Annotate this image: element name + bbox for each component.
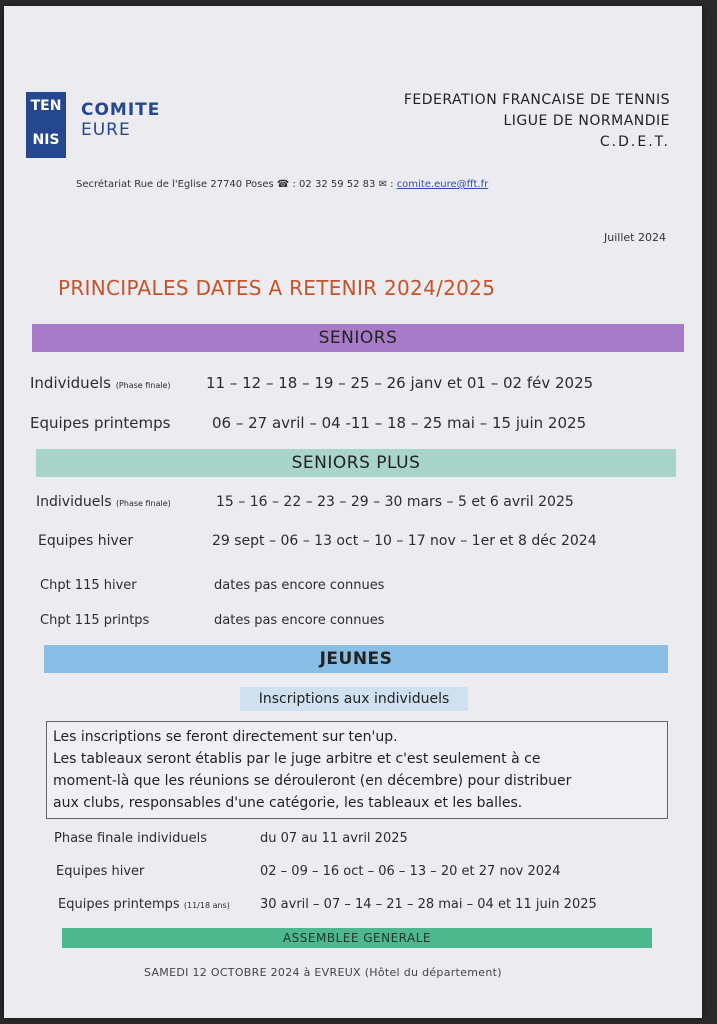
seniors-plus-heading: SENIORS PLUS bbox=[36, 449, 676, 477]
box-line: Les inscriptions se feront directement sur ten'up. bbox=[53, 729, 398, 745]
inscriptions-title: Inscriptions aux individuels bbox=[240, 687, 468, 711]
row-value: du 07 au 11 avril 2025 bbox=[260, 831, 408, 846]
box-line: aux clubs, responsables d'une catégorie, les tableaux et les balles. bbox=[53, 795, 523, 811]
federation-header bbox=[404, 90, 670, 153]
row-label: Equipes printemps bbox=[58, 897, 180, 912]
row-note: (11/18 ans) bbox=[183, 901, 230, 910]
row-label: Equipes hiver bbox=[38, 533, 134, 549]
row-label: Individuels bbox=[36, 494, 112, 510]
secretariat-line bbox=[76, 179, 488, 190]
row-label: Equipes printemps bbox=[30, 414, 171, 432]
row-label: Chpt 115 hiver bbox=[40, 578, 137, 593]
row-value: 30 avril – 07 – 14 – 21 – 28 mai – 04 et 11 juin 2025 bbox=[260, 897, 597, 912]
logo-text-ten: TEN bbox=[30, 98, 62, 114]
cdet-name: C.D.E.T. bbox=[599, 134, 670, 150]
assemblee-text: SAMEDI 12 OCTOBRE 2024 à EVREUX (Hôtel du département) bbox=[144, 966, 502, 979]
row-label: Equipes hiver bbox=[56, 864, 145, 879]
row-value: 11 – 12 – 18 – 19 – 25 – 26 janv et 01 – 02 fév 2025 bbox=[206, 374, 594, 392]
row-label: Individuels bbox=[30, 374, 111, 392]
row-value: 15 – 16 – 22 – 23 – 29 – 30 mars – 5 et 6 avril 2025 bbox=[216, 494, 574, 510]
row-value: 29 sept – 06 – 13 oct – 10 – 17 nov – 1er et 8 déc 2024 bbox=[212, 533, 597, 549]
row-value: dates pas encore connues bbox=[214, 613, 385, 628]
row-value: 06 – 27 avril – 04 -11 – 18 – 25 mai – 15 juin 2025 bbox=[212, 414, 587, 432]
document-date: Juillet 2024 bbox=[604, 231, 666, 244]
row-label: Phase finale individuels bbox=[54, 831, 207, 846]
tennis-logo-icon bbox=[26, 92, 66, 158]
row-value: 02 – 09 – 16 oct – 06 – 13 – 20 et 27 nov 2024 bbox=[260, 864, 561, 879]
row-note: (Phase finale) bbox=[115, 499, 171, 508]
inscriptions-box bbox=[46, 721, 668, 819]
jeunes-heading: JEUNES bbox=[44, 645, 668, 673]
seniors-heading: SENIORS bbox=[32, 324, 684, 352]
ligue-name: LIGUE DE NORMANDIE bbox=[503, 113, 670, 129]
row-label: Chpt 115 printps bbox=[40, 613, 150, 628]
document-sheet bbox=[4, 6, 702, 1018]
row-value: dates pas encore connues bbox=[214, 578, 385, 593]
email-link[interactable]: comite.eure@fft.fr bbox=[396, 179, 489, 190]
row-note: (Phase finale) bbox=[115, 381, 171, 390]
box-line: Les tableaux seront établis par le juge arbitre et c'est seulement à ce bbox=[53, 751, 541, 767]
secretariat-text: Secrétariat Rue de l'Eglise 27740 Poses ☎ : 02 32 59 52 83 ✉ : bbox=[76, 179, 397, 190]
logo-eure-text: EURE bbox=[81, 120, 131, 140]
assemblee-heading: ASSEMBLEE GENERALE bbox=[62, 928, 652, 948]
logo-comite-text: COMITE bbox=[81, 100, 161, 120]
logo-text-nis: NIS bbox=[32, 132, 60, 148]
page-title: PRINCIPALES DATES A RETENIR 2024/2025 bbox=[58, 276, 496, 300]
box-line: moment-là que les réunions se dérouleront (en décembre) pour distribuer bbox=[53, 773, 572, 789]
federation-name: FEDERATION FRANCAISE DE TENNIS bbox=[403, 92, 670, 108]
